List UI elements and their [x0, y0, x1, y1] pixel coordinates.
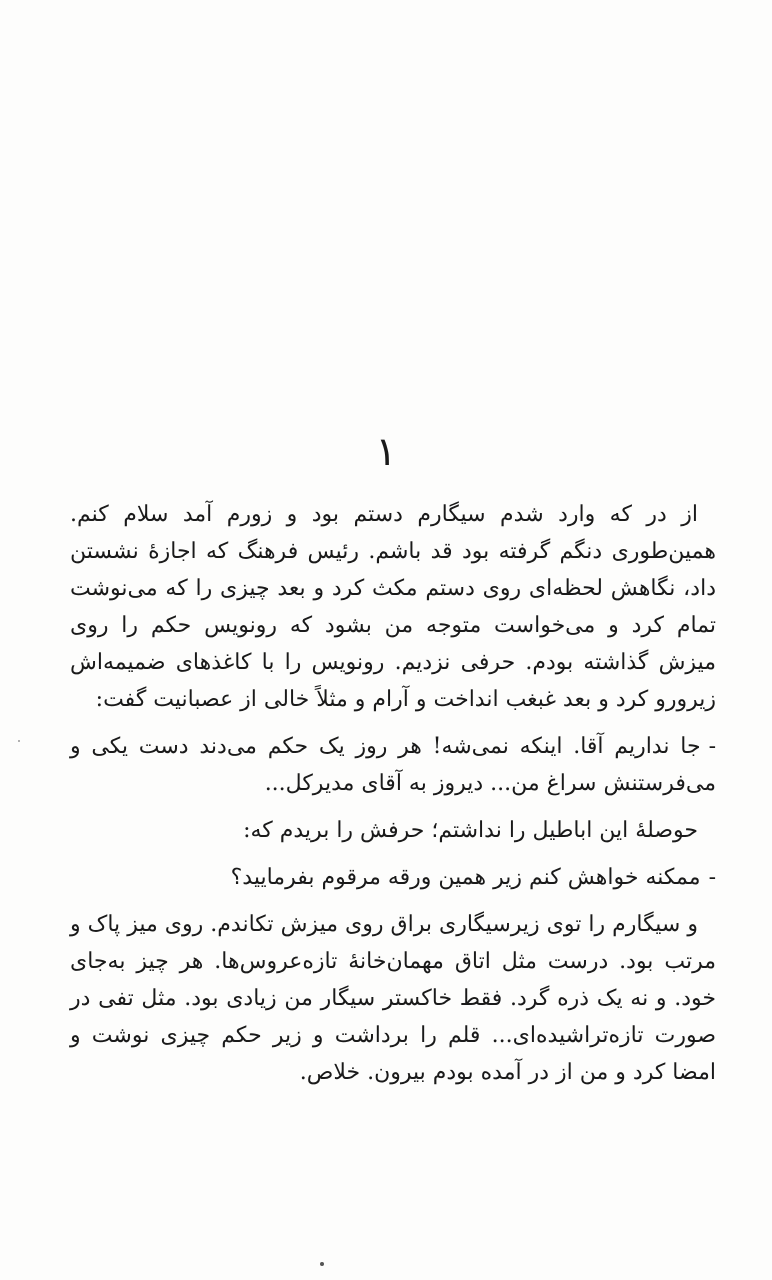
chapter-number: ۱	[375, 429, 397, 475]
dialogue-dash: -	[708, 865, 716, 890]
chapter-text	[70, 496, 716, 1101]
dialogue-text: ممکنه خواهش کنم زیر همین ورقه مرقوم بفرمایید؟	[230, 865, 701, 890]
dialogue-dash: -	[708, 734, 716, 759]
paragraph-2: حوصلهٔ این اباطیل را نداشتم؛ حرفش را بریدم که:	[243, 818, 698, 843]
dialogue-1	[70, 728, 716, 802]
paragraph-3: و سیگارم را توی زیرسیگاری براق روی میزش تکاندم. روی میز پاک و مرتب بود. درست مثل اتاق مهمان‌خانهٔ تازه‌عروس‌ها. هر چیز به‌جای خود. و نه یک ذره گرد. فقط خاکستر سیگار من زیادی بود. مثل تفی در صورت تازه‌تراشیده‌ای... قلم را برداشت و زیر حکم چیزی نوشت و امضا کرد و من از در آمده بودم بیرون. خلاص.	[70, 912, 716, 1085]
dialogue-text: جا نداریم آقا. اینکه نمی‌شه! هر روز یک حکم می‌دند دست یکی و می‌فرستنش سراغ من... دیروز به آقای مدیرکل...	[70, 734, 716, 796]
paragraph-1: از در که وارد شدم سیگارم دستم بود و زورم آمد سلام کنم. همین‌طوری دنگم گرفته بود قد باشم. رئیس فرهنگ که اجازهٔ نشستن داد، نگاهش لحظه‌ای روی دستم مکث کرد و بعد چیزی را که می‌نوشت تمام کرد و می‌خواست متوجه من بشود که رونویس حکم را روی میزش گذاشته بودم. حرفی نزدیم. رونویس را با کاغذهای ضمیمه‌اش زیرورو کرد و بعد غبغب انداخت و آرام و مثلاً خالی از عصبانیت گفت:	[70, 502, 716, 712]
print-speck	[320, 1262, 324, 1266]
dialogue-2	[70, 859, 716, 896]
print-speck	[18, 740, 20, 742]
